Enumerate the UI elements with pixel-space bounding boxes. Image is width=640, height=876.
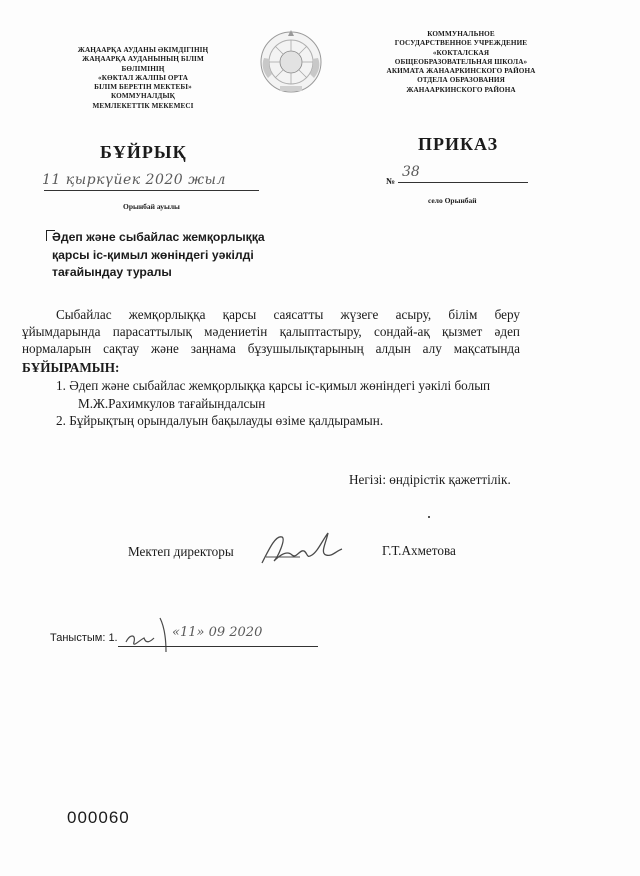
basis-note: Негізі: өндірістік қажеттілік.: [349, 472, 511, 487]
header-right-ru: [380, 30, 542, 95]
header-left-line: КОММУНАЛДЫҚ: [111, 92, 175, 101]
acknowledged-underline: [118, 646, 318, 647]
director-name: Г.Т.Ахметова: [382, 543, 456, 558]
doc-type-kz: БҰЙРЫҚ: [100, 142, 187, 162]
director-label: Мектеп директоры: [128, 544, 234, 559]
header-right-line: ОБЩЕОБРАЗОВАТЕЛЬНАЯ ШКОЛА»: [394, 57, 528, 66]
paragraph-line: Сыбайлас жемқорлыққа қарсы саясатты жүзеге асыру, білім беру: [56, 307, 520, 322]
handwritten-number: 38: [402, 164, 420, 180]
handwritten-date: 11 қыркүйек 2020 жыл: [42, 172, 226, 188]
preamble-paragraph: [22, 306, 520, 340]
order-item-text: Бұйрықтың орындалуын бақылауды өзіме қалдырамын.: [69, 413, 384, 428]
header-left-line: ЖАҢААРҚА АУДАНЫ ӘКІМДІГІНІҢ: [77, 46, 209, 54]
place-kz: Орынбай ауылы: [123, 202, 180, 211]
acknowledged-date: «11» 09 2020: [172, 625, 263, 640]
order-item-number: 1.: [56, 378, 66, 393]
order-word: БҰЙЫРАМЫН:: [22, 360, 120, 375]
header-right-line: КОММУНАЛЬНОЕ: [427, 30, 495, 38]
header-right-line: ГОСУДАРСТВЕННОЕ УЧРЕЖДЕНИЕ: [394, 39, 528, 48]
director-signature-icon: [256, 527, 346, 571]
number-label: №: [386, 176, 396, 186]
order-subject: [52, 229, 312, 282]
header-left-line: ЖАҢААРҚА АУДАНЫНЫҢ БІЛІМ: [82, 55, 204, 64]
number-underline: [398, 182, 528, 183]
header-right-line: ЖАНААРКИНСКОГО РАЙОНА: [406, 85, 516, 94]
paragraph-line: нормаларын сақтау және заңнама бұзушылықтарының алдын алу мақсатында: [22, 341, 520, 356]
order-items-list: [56, 377, 526, 430]
order-item-1: [56, 377, 526, 395]
order-item-2: [56, 412, 526, 430]
acknowledged-label: Таныстым: 1.: [50, 632, 118, 644]
header-right-line: «КОКТАЛСКАЯ: [432, 48, 490, 57]
order-item-text: Әдеп және сыбайлас жемқорлыққа қарсы іс-қимыл жөніндегі уәкілі болып: [69, 378, 491, 393]
subject-line: Әдеп және сыбайлас жемқорлыққа: [52, 230, 265, 244]
order-item-continuation: М.Ж.Рахимкулов тағайындалсын: [78, 395, 266, 411]
ink-dot: [428, 516, 430, 518]
header-left-line: БӨЛІМІНІҢ: [121, 64, 165, 73]
date-underline: [44, 190, 259, 191]
header-right-line: ОТДЕЛА ОБРАЗОВАНИЯ: [417, 76, 505, 85]
header-left-line: МЕМЛЕКЕТТІК МЕКЕМЕСІ: [92, 101, 194, 110]
kazakhstan-state-emblem-icon: [258, 28, 324, 94]
header-right-line: АКИМАТА ЖАНААРКИНСКОГО РАЙОНА: [386, 67, 536, 76]
header-left-line: БІЛІМ БЕРЕТІН МЕКТЕБІ»: [94, 83, 192, 92]
place-ru: село Орынбай: [428, 196, 477, 205]
paragraph-line: ұйымдарында парасаттылық мәдениетін қалыптастыру, сондай-ақ қызмет әдеп: [22, 324, 520, 339]
serial-number: 000060: [67, 808, 130, 827]
header-left-kz: [58, 46, 228, 111]
header-left-line: «КӨКТАЛ ЖАЛПЫ ОРТА: [98, 73, 188, 82]
subject-line: қарсы іс-қимыл жөніндегі уәкілді: [52, 247, 254, 262]
subject-line: тағайындау туралы: [52, 265, 172, 279]
doc-type-ru: ПРИКАЗ: [418, 134, 499, 154]
order-item-number: 2.: [56, 413, 66, 428]
